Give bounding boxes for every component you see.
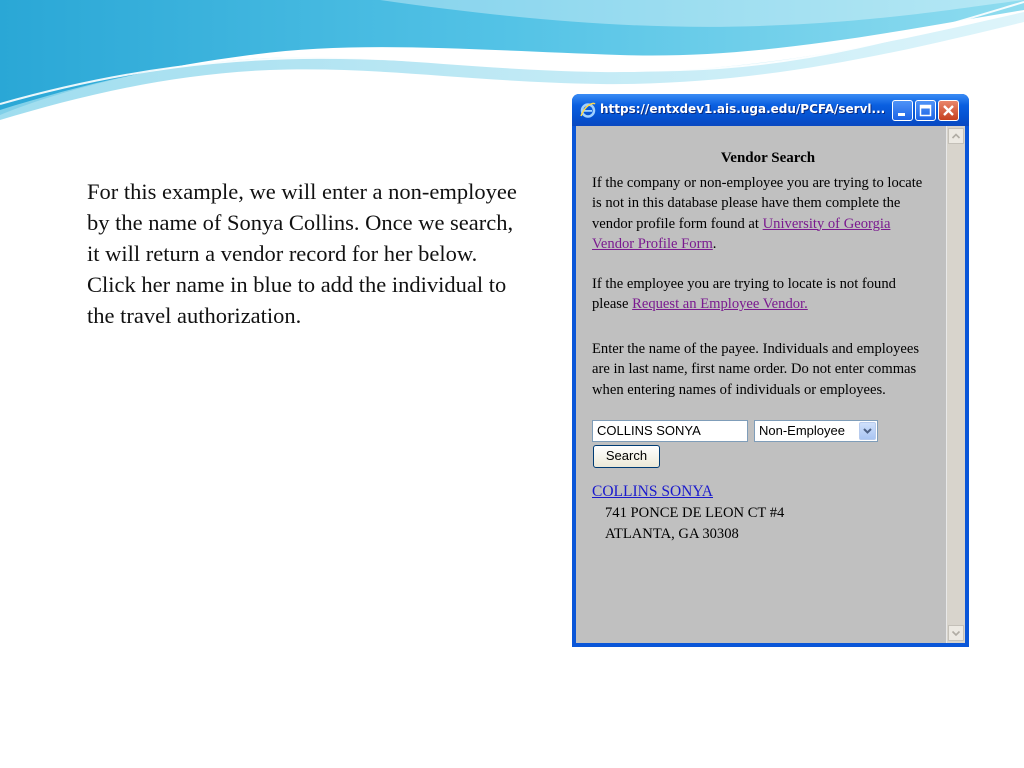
vendor-profile-text: If the company or non-employee you are trying to locate is not in this database please have them complete the vendor profile form found at bbox=[592, 175, 923, 232]
popup-browser-window bbox=[572, 94, 969, 647]
vendor-profile-end: . bbox=[712, 235, 717, 252]
vendor-search-heading: Vendor Search bbox=[720, 150, 816, 166]
minimize-icon bbox=[893, 101, 912, 120]
chevron-up-icon bbox=[949, 129, 963, 143]
vendor-address-line1: 741 PONCE DE LEON CT #4 bbox=[605, 505, 785, 521]
vendor-profile-form-link[interactable]: University of Georgia Vendor Profile Form bbox=[592, 215, 891, 252]
chevron-down-icon bbox=[860, 423, 875, 439]
scroll-up-button[interactable] bbox=[948, 128, 964, 144]
maximize-icon bbox=[916, 101, 935, 120]
vendor-result bbox=[592, 482, 713, 502]
slide-body-text: For this example, we will enter a non-employee by the name of Sonya Collins. Once we search, it will return a vendor record for her below. Click her name in blue to add the individual to the travel authorization. bbox=[87, 179, 517, 328]
search-button[interactable]: Search bbox=[593, 445, 660, 468]
close-button[interactable] bbox=[938, 100, 959, 121]
payee-name-input[interactable]: COLLINS SONYA bbox=[592, 420, 748, 442]
dropdown-arrow-button[interactable] bbox=[859, 422, 876, 440]
vendor-address-line2: ATLANTA, GA 30308 bbox=[605, 526, 739, 542]
window-title: https://entxdev1.ais.uga.edu/PCFA/servl... bbox=[600, 102, 886, 116]
scroll-down-button[interactable] bbox=[948, 625, 964, 641]
vendor-result-name-link[interactable]: COLLINS SONYA bbox=[592, 483, 713, 500]
minimize-button[interactable] bbox=[892, 100, 913, 121]
chevron-down-icon bbox=[949, 626, 963, 640]
maximize-button[interactable] bbox=[915, 100, 936, 121]
window-content bbox=[576, 126, 965, 643]
employee-vendor-paragraph bbox=[592, 274, 932, 315]
payee-type-value: Non-Employee bbox=[759, 423, 845, 438]
employee-vendor-text: If the employee you are trying to locate is not found please bbox=[592, 276, 896, 313]
window-titlebar[interactable] bbox=[572, 94, 969, 126]
request-employee-vendor-link[interactable]: Request an Employee Vendor. bbox=[632, 296, 808, 313]
vertical-scrollbar[interactable] bbox=[946, 126, 965, 643]
close-icon bbox=[939, 101, 958, 120]
payee-instructions: Enter the name of the payee. Individuals and employees are in last name, first name order. Do not enter commas when entering names of individuals or employees. bbox=[592, 341, 920, 398]
vendor-profile-paragraph bbox=[592, 173, 932, 254]
payee-type-select[interactable] bbox=[754, 420, 878, 442]
internet-explorer-icon bbox=[579, 101, 597, 119]
